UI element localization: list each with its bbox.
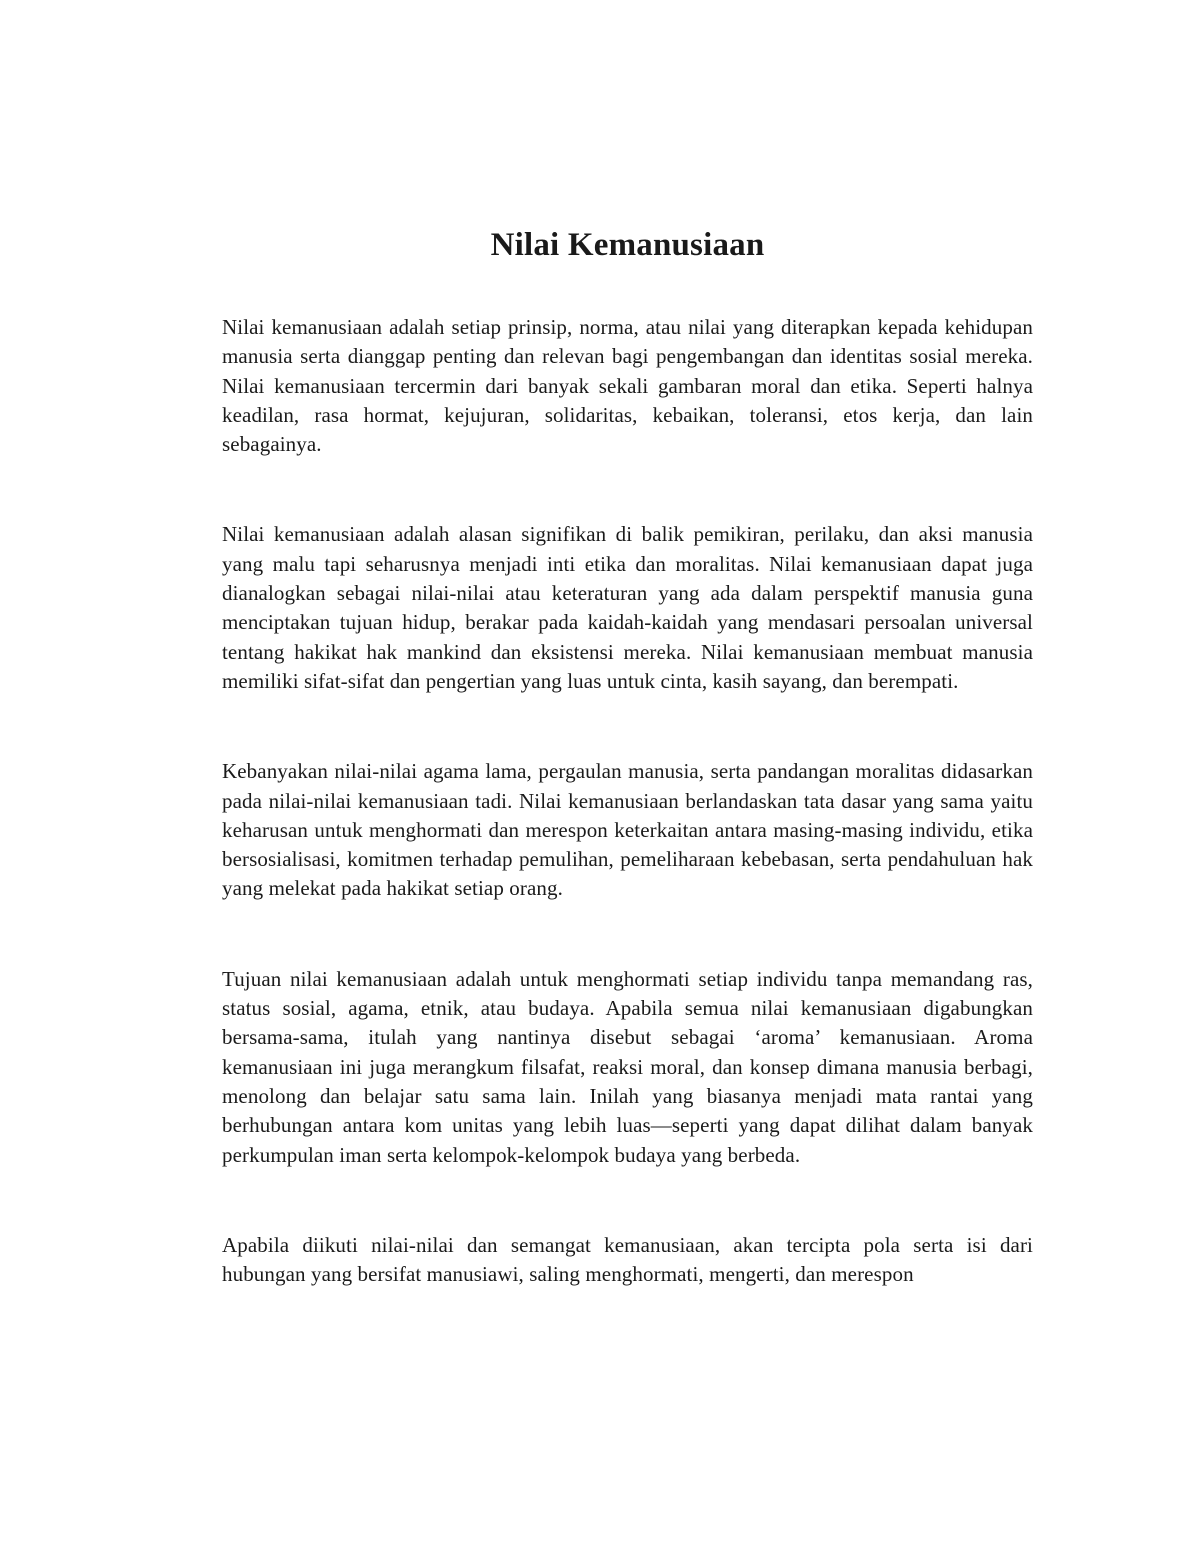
paragraph-3: Kebanyakan nilai-nilai agama lama, pergaulan manusia, serta pandangan moralitas didasarkan pada nilai-nilai kemanusiaan tadi. Nilai kemanusiaan berlandaskan tata dasar yang sama yaitu keharusan untuk menghormati dan merespon keterkaitan antara masing-masing individu, etika bersosialisasi, komitmen terhadap pemulihan, pemeliharaan kebebasan, serta pendahuluan hak yang melekat pada hakikat setiap orang. [222,759,1033,901]
paragraph-5: Apabila diikuti nilai-nilai dan semangat kemanusiaan, akan tercipta pola serta isi dari hubungan yang bersifat manusiawi, saling menghormati, mengerti, dan merespon [222,1232,1033,1287]
paragraph-2: Nilai kemanusiaan adalah alasan signifikan di balik pemikiran, perilaku, dan aksi manusia yang malu tapi seharusnya menjadi inti etika dan moralitas. Nilai kemanusiaan dapat juga dianalogkan sebagai nilai-nilai atau keteraturan yang ada dalam perspektif manusia guna menciptakan tujuan hidup, berakar pada kaidah-kaidah yang mendasari persoalan universal tentang hakikat hak mankind dan eksistensi mereka. Nilai kemanusiaan membuat manusia memiliki sifat-sifat dan pengertian yang luas untuk cinta, kasih sayang, dan berempati. [222,522,1033,693]
paragraph-4: Tujuan nilai kemanusiaan adalah untuk menghormati setiap individu tanpa memandang ras, status sosial, agama, etnik, atau budaya. Apabila semua nilai kemanusiaan digabungkan bersama-sama, itulah yang nantinya disebut sebagai ‘aroma’ kemanusiaan. Aroma kemanusiaan ini juga merangkum filsafat, reaksi moral, dan konsep dimana manusia berbagi, menolong dan belajar satu sama lain. Inilah yang biasanya menjadi mata rantai yang berhubungan antara kom unitas yang lebih luas—seperti yang dapat dilihat dalam banyak perkumpulan iman serta kelompok-kelompok budaya yang berbeda. [222,966,1033,1167]
document-title: Nilai Kemanusiaan [490,227,765,263]
paragraph-1: Nilai kemanusiaan adalah setiap prinsip, norma, atau nilai yang diterapkan kepada kehidupan manusia serta dianggap penting dan relevan bagi pengembangan dan identitas sosial mereka. Nilai kemanusiaan tercermin dari banyak sekali gambaran moral dan etika. Seperti halnya keadilan, rasa hormat, kejujuran, solidaritas, kebaikan, toleransi, etos kerja, dan lain sebagainya. [222,315,1033,457]
